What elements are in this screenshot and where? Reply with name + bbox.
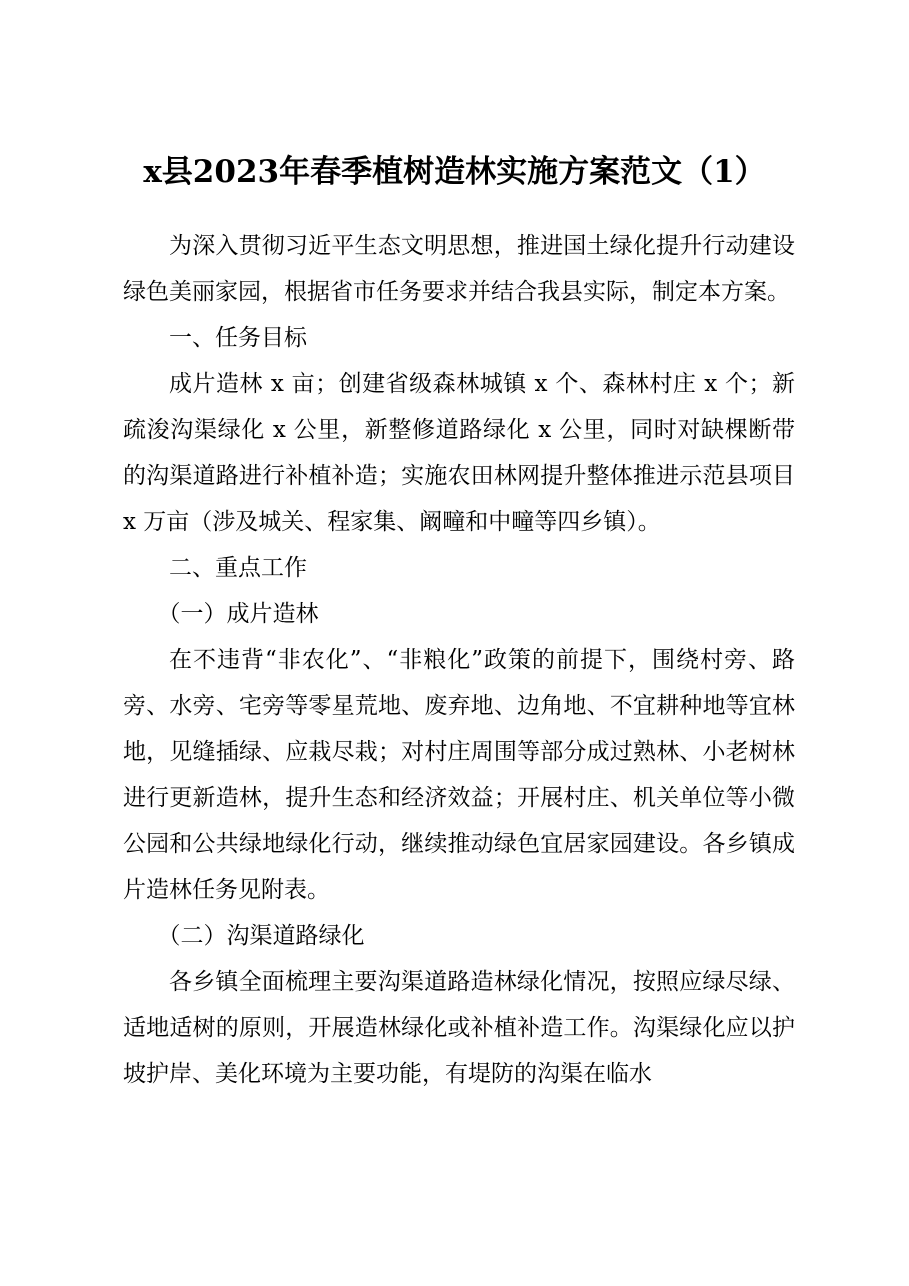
task-goals-paragraph: 成片造林 x 亩；创建省级森林城镇 x 个、森林村庄 x 个；新疏浚沟渠绿化 x 公里，新整修道路绿化 x 公里，同时对缺棵断带的沟渠道路进行补植补造；实施农田林网提升整体推进示范县项目 x 万亩（涉及城关、程家集、阚疃和中疃等四乡镇）。 — [123, 371, 795, 535]
ditch-road-greening-paragraph: 各乡镇全面梳理主要沟渠道路造林绿化情况，按照应绿尽绿、适地适树的原则，开展造林绿化或补植补造工作。沟渠绿化应以护坡护岸、美化环境为主要功能，有堤防的沟渠在临水 — [123, 969, 795, 1087]
section-heading-key-work: 二、重点工作 — [169, 555, 307, 581]
document-body — [123, 223, 795, 1097]
subsection-heading-ditch-road-greening: （二）沟渠道路绿化 — [157, 923, 365, 949]
intro-paragraph: 为深入贯彻习近平生态文明思想，推进国土绿化提升行动建设绿色美丽家园，根据省市任务要求并结合我县实际，制定本方案。 — [123, 233, 795, 305]
afforestation-paragraph: 在不违背“非农化”、“非粮化”政策的前提下，围绕村旁、路旁、水旁、宅旁等零星荒地、废弃地、边角地、不宜耕种地等宜林地，见缝插绿、应栽尽栽；对村庄周围等部分成过熟林、小老树林进行更新造林，提升生态和经济效益；开展村庄、机关单位等小微公园和公共绿地绿化行动，继续推动绿色宜居家园建设。各乡镇成片造林任务见附表。 — [123, 647, 795, 903]
section-heading-task-goals: 一、任务目标 — [169, 325, 307, 351]
subsection-heading-afforestation: （一）成片造林 — [157, 601, 319, 627]
document-title: x县2023年春季植树造林实施方案范文（1） — [143, 154, 766, 190]
